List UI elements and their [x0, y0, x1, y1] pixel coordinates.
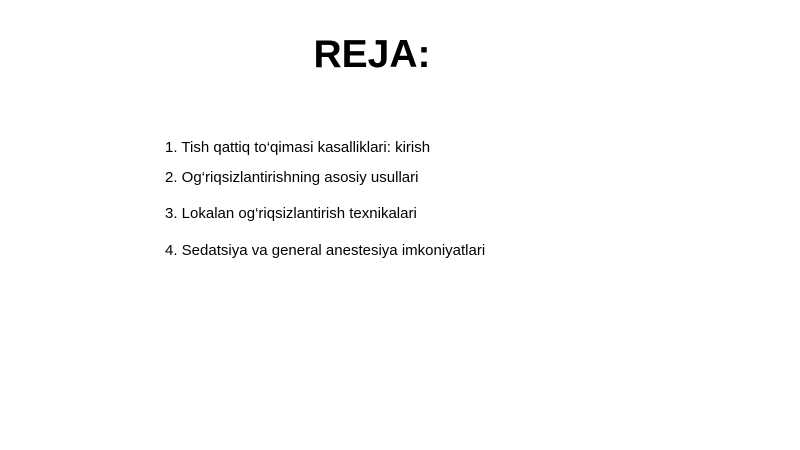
agenda-item: 2. Og‘riqsizlantirishning asosiy usullari — [165, 169, 419, 186]
slide-title: REJA: — [313, 33, 431, 76]
agenda-item: 4. Sedatsiya va general anestesiya imkoniyatlari — [165, 242, 486, 259]
agenda-item: 3. Lokalan og‘riqsizlantirish texnikalari — [165, 205, 417, 222]
agenda-item: 1. Tish qattiq to‘qimasi kasalliklari: kirish — [165, 139, 431, 156]
